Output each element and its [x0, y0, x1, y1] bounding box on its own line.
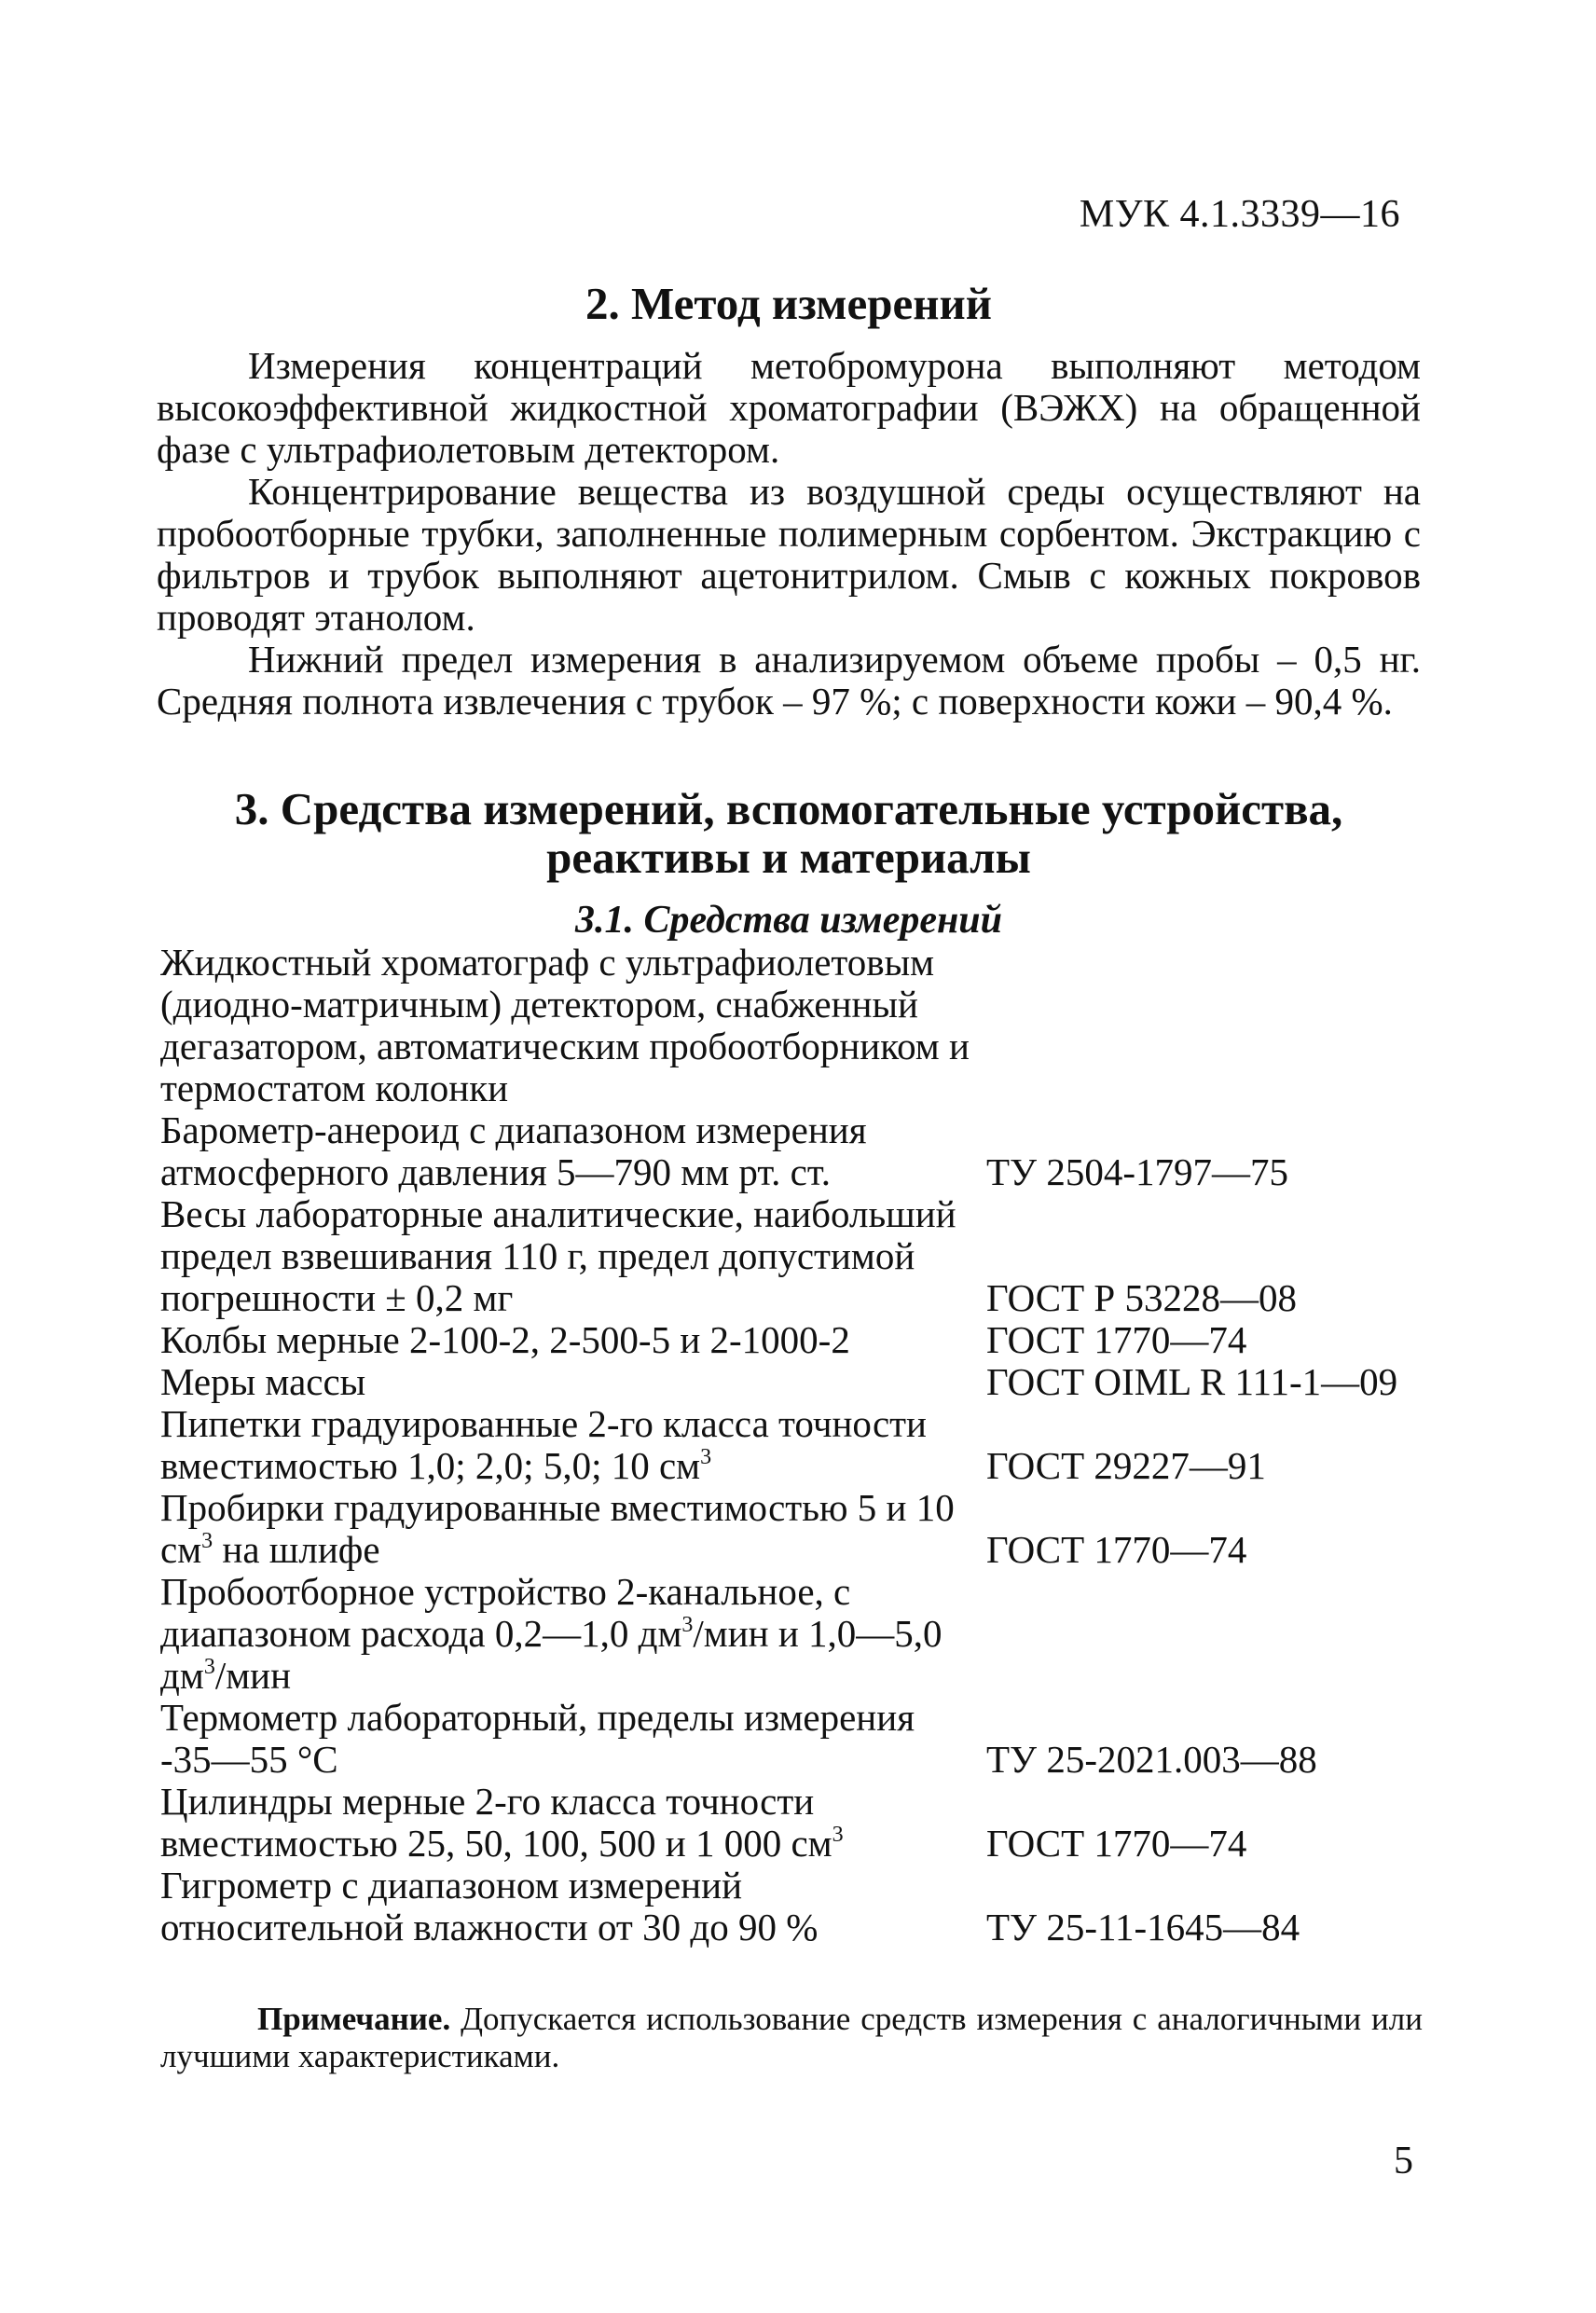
- note: [160, 2001, 1423, 2075]
- section-3-title-line2: реактивы и материалы: [546, 832, 1031, 883]
- paragraph-method: Измерения концентраций метобромурона выполняют методом высокоэффективной жидкостной хроматографии (ВЭЖХ) на обращенной фазе с ультрафиолетовым детектором.: [157, 344, 1421, 471]
- list-item: [160, 1319, 1428, 1361]
- item-description-text: Пипетки градуированные 2-го класса точности вместимостью 1,0; 2,0; 5,0; 10 см: [160, 1402, 928, 1487]
- item-description: Гигрометр с диапазоном измерений относительной влажности от 30 до 90 %: [160, 1864, 819, 1948]
- paragraph-limit: Нижний предел измерения в анализируемом объеме пробы – 0,5 нг. Средняя полнота извлечения с трубок – 97 %; с поверхности кожи – 90,4 %.: [157, 638, 1421, 723]
- superscript: 3: [203, 1655, 215, 1679]
- list-item: [160, 1487, 1428, 1571]
- list-item: [160, 1403, 1428, 1487]
- item-description: Термометр лабораторный, пределы измерения -35—55 °С: [160, 1696, 915, 1781]
- note-label: Примечание.: [257, 2001, 451, 2037]
- list-item: [160, 942, 1428, 1109]
- item-description: [160, 1571, 971, 1697]
- item-description-text-end: на шлифе: [213, 1528, 380, 1571]
- item-description-text: Цилиндры мерные 2-го класса точности вместимостью 25, 50, 100, 500 и 1 000 см: [160, 1780, 832, 1865]
- list-item: [160, 1361, 1428, 1403]
- item-description: [160, 1781, 971, 1865]
- note-text: Допускается использование средств измерения с аналогичными или лучшими характеристиками.: [160, 2001, 1423, 2074]
- item-standard: ГОСТ 1770—74: [986, 1822, 1247, 1865]
- item-description-text-mid: /мин и 1,0—5,0 дм: [160, 1612, 942, 1697]
- list-item: [160, 1571, 1428, 1697]
- superscript: 3: [832, 1823, 844, 1847]
- item-standard: ТУ 25-2021.003—88: [986, 1738, 1317, 1781]
- item-description: Барометр-анероид с диапазоном измерения атмосферного давления 5—790 мм рт. ст.: [160, 1108, 867, 1193]
- section-3-heading: [157, 785, 1421, 882]
- section-2-title: 2. Метод измерений: [585, 278, 992, 329]
- item-standard: ГОСТ Р 53228—08: [986, 1276, 1297, 1319]
- section-2-body: [157, 345, 1421, 723]
- list-item: [160, 1109, 1428, 1193]
- item-description: [160, 1403, 971, 1487]
- item-description: Весы лабораторные аналитические, наибольший предел взвешивания 110 г, предел допустимой погрешности ± 0,2 мг: [160, 1192, 956, 1319]
- paragraph-concentration: Концентрирование вещества из воздушной среды осуществляют на пробоотборные трубки, заполненные полимерным сорбентом. Экстракцию с фильтров и трубок выполняют ацетонитрилом. Смыв с кожных покровов проводят этанолом.: [157, 470, 1421, 639]
- item-standard: ГОСТ 1770—74: [986, 1528, 1247, 1571]
- item-description-text: Пробоотборное устройство 2-канальное, с диапазоном расхода 0,2—1,0 дм: [160, 1570, 851, 1655]
- list-item: [160, 1697, 1428, 1781]
- list-item: [160, 1193, 1428, 1319]
- item-description: [160, 1487, 971, 1571]
- item-standard: ГОСТ OIML R 111-1—09: [986, 1360, 1398, 1403]
- superscript: 3: [201, 1529, 213, 1553]
- page-number: 5: [1394, 2140, 1413, 2182]
- item-standard: ГОСТ 1770—74: [986, 1318, 1247, 1361]
- subsection-3-1: [157, 899, 1421, 942]
- subsection-3-1-title: 3.1. Средства измерений: [574, 899, 1003, 942]
- item-description: Колбы мерные 2-100-2, 2-500-5 и 2-1000-2: [160, 1318, 850, 1361]
- item-standard: ТУ 25-11-1645—84: [986, 1906, 1300, 1948]
- list-item: [160, 1781, 1428, 1865]
- instruments-list: [160, 942, 1428, 1948]
- document-id: МУК 4.1.3339—16: [1079, 193, 1400, 236]
- item-description-text: Пробирки градуированные вместимостью 5 и 10 см: [160, 1486, 955, 1571]
- superscript: 3: [681, 1613, 694, 1637]
- section-2: [157, 280, 1421, 328]
- item-description: Жидкостный хроматограф с ультрафиолетовым (диодно-матричным) детектором, снабженный дегазатором, автоматическим пробоотборником и термостатом колонки: [160, 941, 970, 1109]
- item-description: Меры массы: [160, 1360, 366, 1403]
- list-item: [160, 1865, 1428, 1948]
- superscript: 3: [700, 1445, 712, 1469]
- item-description-text-end: /мин: [214, 1654, 292, 1697]
- item-standard: ГОСТ 29227—91: [986, 1444, 1266, 1487]
- section-3-title-line1: 3. Средства измерений, вспомогательные устройства,: [234, 783, 1343, 834]
- item-standard: ТУ 2504-1797—75: [986, 1150, 1288, 1193]
